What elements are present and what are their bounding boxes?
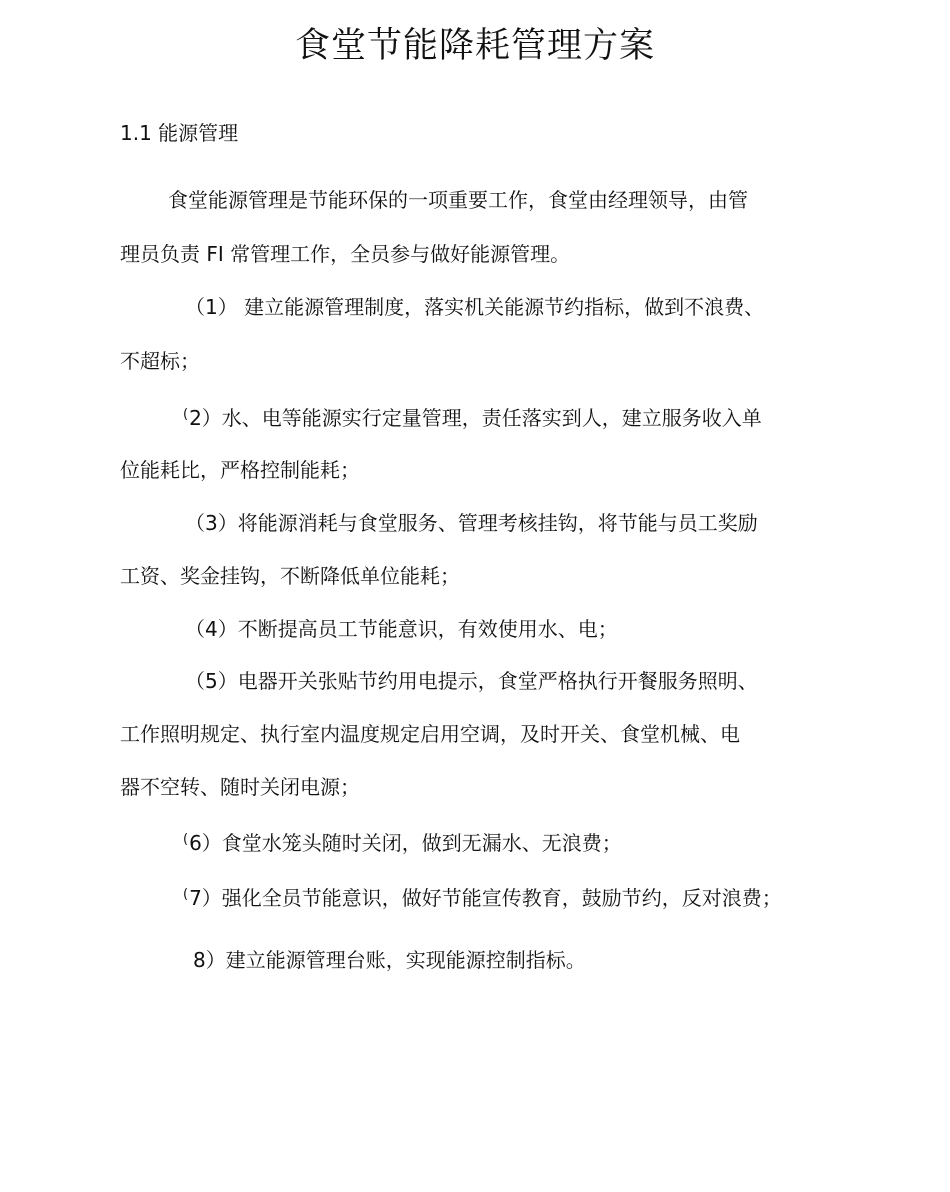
item-5-line-3: 器不空转、随时关闭电源；: [120, 775, 360, 799]
item-6-text: 6）食堂水笼头随时关闭，做到无漏水、无浪费；: [189, 831, 622, 855]
item-6-line-1: [183, 825, 622, 858]
item-4-line-1: （4）不断提高员工节能意识，有效使用水、电；: [185, 617, 618, 641]
item-1-line-2: 不超标；: [120, 349, 200, 373]
item-1-line-1: （1） 建立能源管理制度，落实机关能源节约指标，做到不浪费、: [185, 295, 765, 319]
item-6-open-paren: (: [183, 832, 189, 847]
intro-line-2: 理员负责 FI 常管理工作，全员参与做好能源管理。: [120, 242, 571, 266]
item-2-open-paren: (: [183, 407, 189, 422]
item-3-line-1: （3）将能源消耗与食堂服务、管理考核挂钩，将节能与员工奖励: [185, 511, 758, 535]
item-7-open-paren: (: [183, 887, 189, 902]
intro-line-1: 食堂能源管理是节能环保的一项重要工作，食堂由经理领导，由管: [168, 188, 748, 212]
item-2-line-1: [183, 400, 762, 433]
document-title: 食堂节能降耗管理方案: [294, 26, 655, 66]
item-5-line-2: 工作照明规定、执行室内温度规定启用空调，及时开关、食堂机械、电: [120, 722, 740, 746]
item-3-line-2: 工资、奖金挂钩，不断降低单位能耗；: [120, 564, 460, 588]
item-7-line-1: [183, 880, 782, 913]
item-5-line-1: （5）电器开关张贴节约用电提示，食堂严格执行开餐服务照明、: [185, 669, 758, 693]
section-heading: 1.1 能源管理: [120, 121, 239, 145]
item-7-text: 7）强化全员节能意识，做好节能宣传教育，鼓励节约，反对浪费；: [189, 886, 782, 910]
item-2-line-2: 位能耗比，严格控制能耗；: [120, 458, 360, 482]
item-2-text: 2）水、电等能源实行定量管理，责任落实到人，建立服务收入单: [189, 406, 762, 430]
item-8-line-1: 8）建立能源管理台账，实现能源控制指标。: [193, 948, 586, 972]
